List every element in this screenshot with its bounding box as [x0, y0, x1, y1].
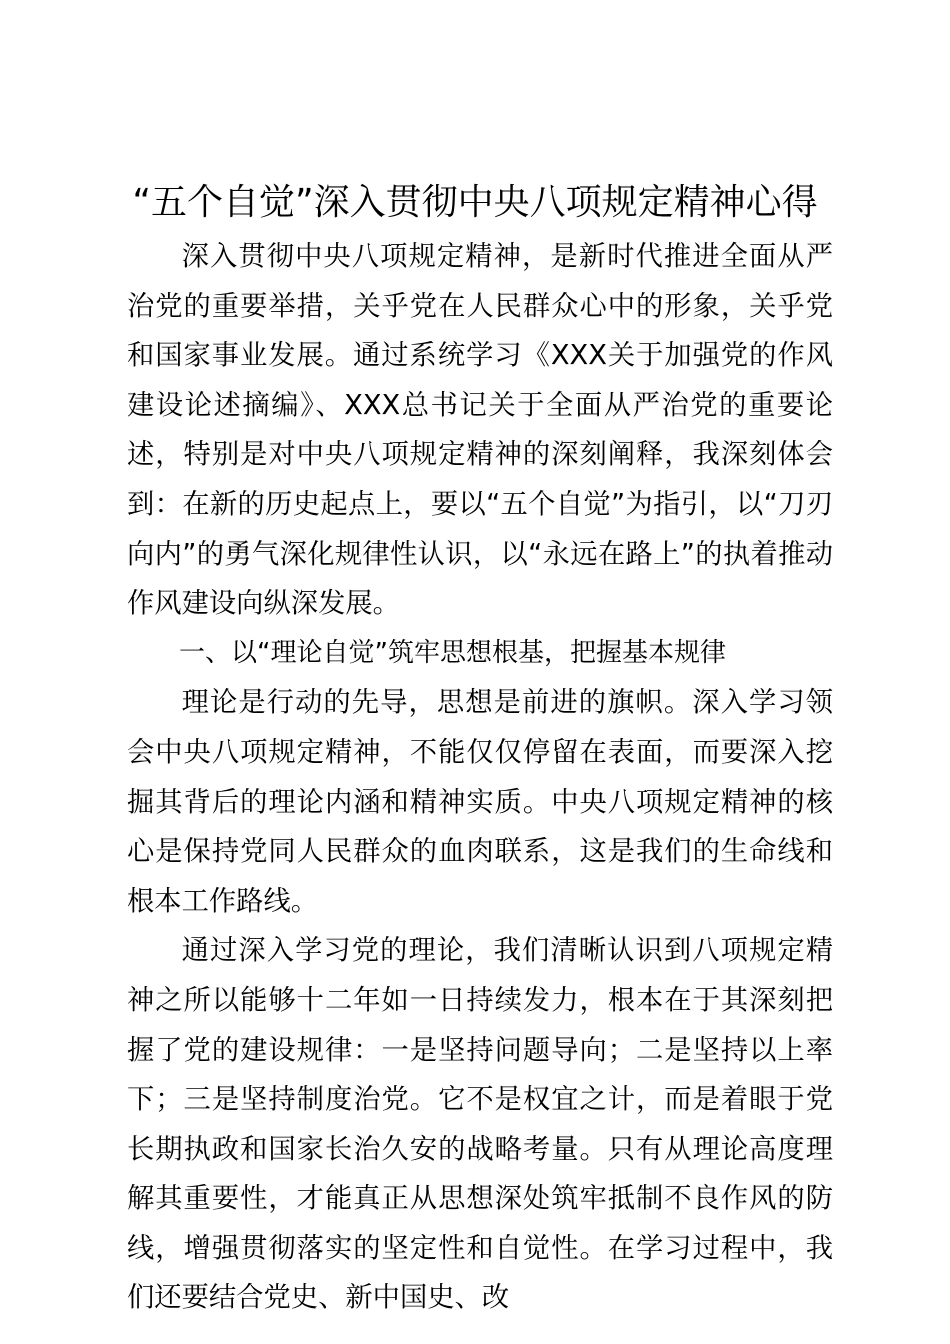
paragraph-theory: 理论是行动的先导，思想是前进的旗帜。深入学习领会中央八项规定精神，不能仅仅停留在表面，而要深入挖掘其背后的理论内涵和精神实质。中央八项规定精神的核心是保持党同人民群众的血肉联系，这是我们的生命线和根本工作路线。	[127, 687, 833, 917]
document-title: “五个自觉”深入贯彻中央八项规定精神心得	[132, 182, 818, 223]
paragraph-intro: 深入贯彻中央八项规定精神，是新时代推进全面从严治党的重要举措，关乎党在人民群众心中的形象，关乎党和国家事业发展。通过系统学习《XXX关于加强党的作风建设论述摘编》、XXX总书记关于全面从严治党的重要论述，特别是对中央八项规定精神的深刻阐释，我深刻体会到：在新的历史起点上，要以“五个自觉”为指引，以“刀刃向内”的勇气深化规律性认识，以“永远在路上”的执着推动作风建设向纵深发展。	[127, 241, 833, 620]
document-body	[127, 232, 833, 1323]
paragraph-rules: 通过深入学习党的理论，我们清晰认识到八项规定精神之所以能够十二年如一日持续发力，根本在于其深刻把握了党的建设规律：一是坚持问题导向；二是坚持以上率下；三是坚持制度治党。它不是权宜之计，而是着眼于党长期执政和国家长治久安的战略考量。只有从理论高度理解其重要性，才能真正从思想深处筑牢抵制不良作风的防线，增强贯彻落实的坚定性和自觉性。在学习过程中，我们还要结合党史、新中国史、改	[127, 935, 833, 1314]
section-heading-1: 一、以“理论自觉”筑牢思想根基，把握基本规律	[179, 637, 726, 668]
